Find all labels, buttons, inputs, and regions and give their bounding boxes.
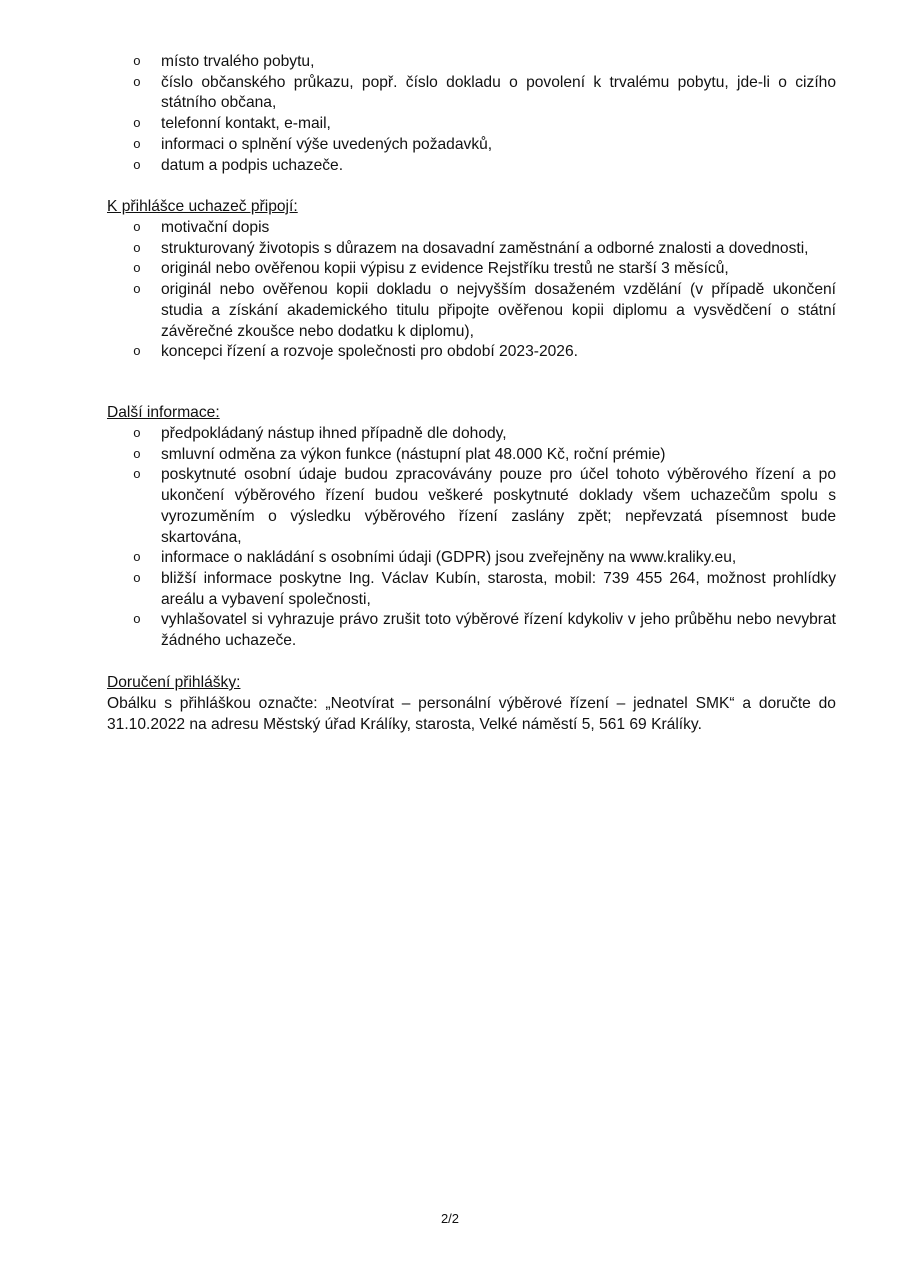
list-item: o bližší informace poskytne Ing. Václav Kubín, starosta, mobil: 739 455 264, možnost prohlídky areálu a vybavení společnosti, bbox=[133, 569, 836, 608]
list-bullet: o bbox=[133, 426, 141, 441]
list-bullet: o bbox=[133, 282, 141, 298]
list-bullet: o bbox=[133, 550, 141, 566]
list-item: o číslo občanského průkazu, popř. číslo dokladu o povolení k trvalému pobytu, jde-li o cizího státního občana, bbox=[133, 73, 836, 112]
list-bullet: o bbox=[133, 116, 141, 132]
list-bullet: o bbox=[133, 570, 141, 586]
list-item: o informace o nakládání s osobními údaji (GDPR) jsou zveřejněny na www.kraliky.eu, bbox=[0, 548, 836, 569]
list-item: o smluvní odměna za výkon funkce (nástupní plat 48.000 Kč, roční prémie) bbox=[0, 445, 836, 466]
list-bullet: o bbox=[133, 446, 141, 462]
list-item: o informaci o splnění výše uvedených požadavků, bbox=[0, 135, 836, 156]
list-bullet: o bbox=[133, 157, 141, 173]
list-item: o předpokládaný nástup ihned případně dle dohody, bbox=[0, 424, 836, 445]
attachments-list bbox=[0, 218, 836, 363]
list-item: o vyhlašovatel si vyhrazuje právo zrušit toto výběrové řízení kdykoliv v jeho průběhu nebo nevybrat žádného uchazeče. bbox=[133, 611, 836, 650]
list-item: o místo trvalého pobytu, bbox=[0, 52, 836, 73]
attachments-heading: K přihlášce uchazeč připojí: bbox=[107, 198, 298, 215]
delivery-heading: Doručení přihlášky: bbox=[107, 674, 241, 691]
list-bullet: o bbox=[133, 136, 141, 152]
list-item: o originál nebo ověřenou kopii výpisu z evidence Rejstříku trestů ne starší 3 měsíců, bbox=[0, 259, 836, 280]
applicant-details-list bbox=[0, 52, 836, 176]
list-bullet: o bbox=[133, 54, 141, 69]
more-info-list bbox=[0, 424, 836, 652]
list-bullet: o bbox=[133, 261, 141, 277]
list-bullet: o bbox=[133, 467, 141, 483]
list-item: o poskytnuté osobní údaje budou zpracovávány pouze pro účel tohoto výběrového řízení a po ukončení výběrového řízení budou veškeré poskytnuté doklady všem uchazečům spolu s vyrozuměním o výsledku výběrového řízení zaslány zpět; nepřevzatá písemnost bude skartována, bbox=[133, 466, 836, 546]
list-item: o motivační dopis bbox=[0, 218, 836, 239]
list-item: o datum a podpis uchazeče. bbox=[0, 156, 836, 177]
list-bullet: o bbox=[133, 220, 141, 235]
page-number: 2/2 bbox=[440, 1211, 460, 1226]
list-item: o koncepci řízení a rozvoje společnosti pro období 2023-2026. bbox=[0, 342, 836, 363]
list-bullet: o bbox=[133, 240, 141, 256]
list-bullet: o bbox=[133, 344, 141, 360]
more-info-heading: Další informace: bbox=[107, 404, 220, 421]
delivery-paragraph: Obálku s přihláškou označte: „Neotvírat – personální výběrové řízení – jednatel SMK“ a doručte do 31.10.2022 na adresu Městský úřad Králíky, starosta, Velké náměstí 5, 561 69 Králíky. bbox=[107, 695, 836, 733]
list-item: o telefonní kontakt, e-mail, bbox=[0, 114, 836, 135]
list-bullet: o bbox=[133, 612, 141, 628]
list-bullet: o bbox=[133, 74, 141, 90]
list-item: o strukturovaný životopis s důrazem na dosavadní zaměstnání a odborné znalosti a dovednosti, bbox=[0, 239, 836, 260]
list-item: o originál nebo ověřenou kopii dokladu o nejvyšším dosaženém vzdělání (v případě ukončení studia a získání akademického titulu připojte ověřenou kopii diplomu a vysvědčení o státní závěrečné zkoušce nebo dodatku k diplomu), bbox=[133, 281, 836, 340]
